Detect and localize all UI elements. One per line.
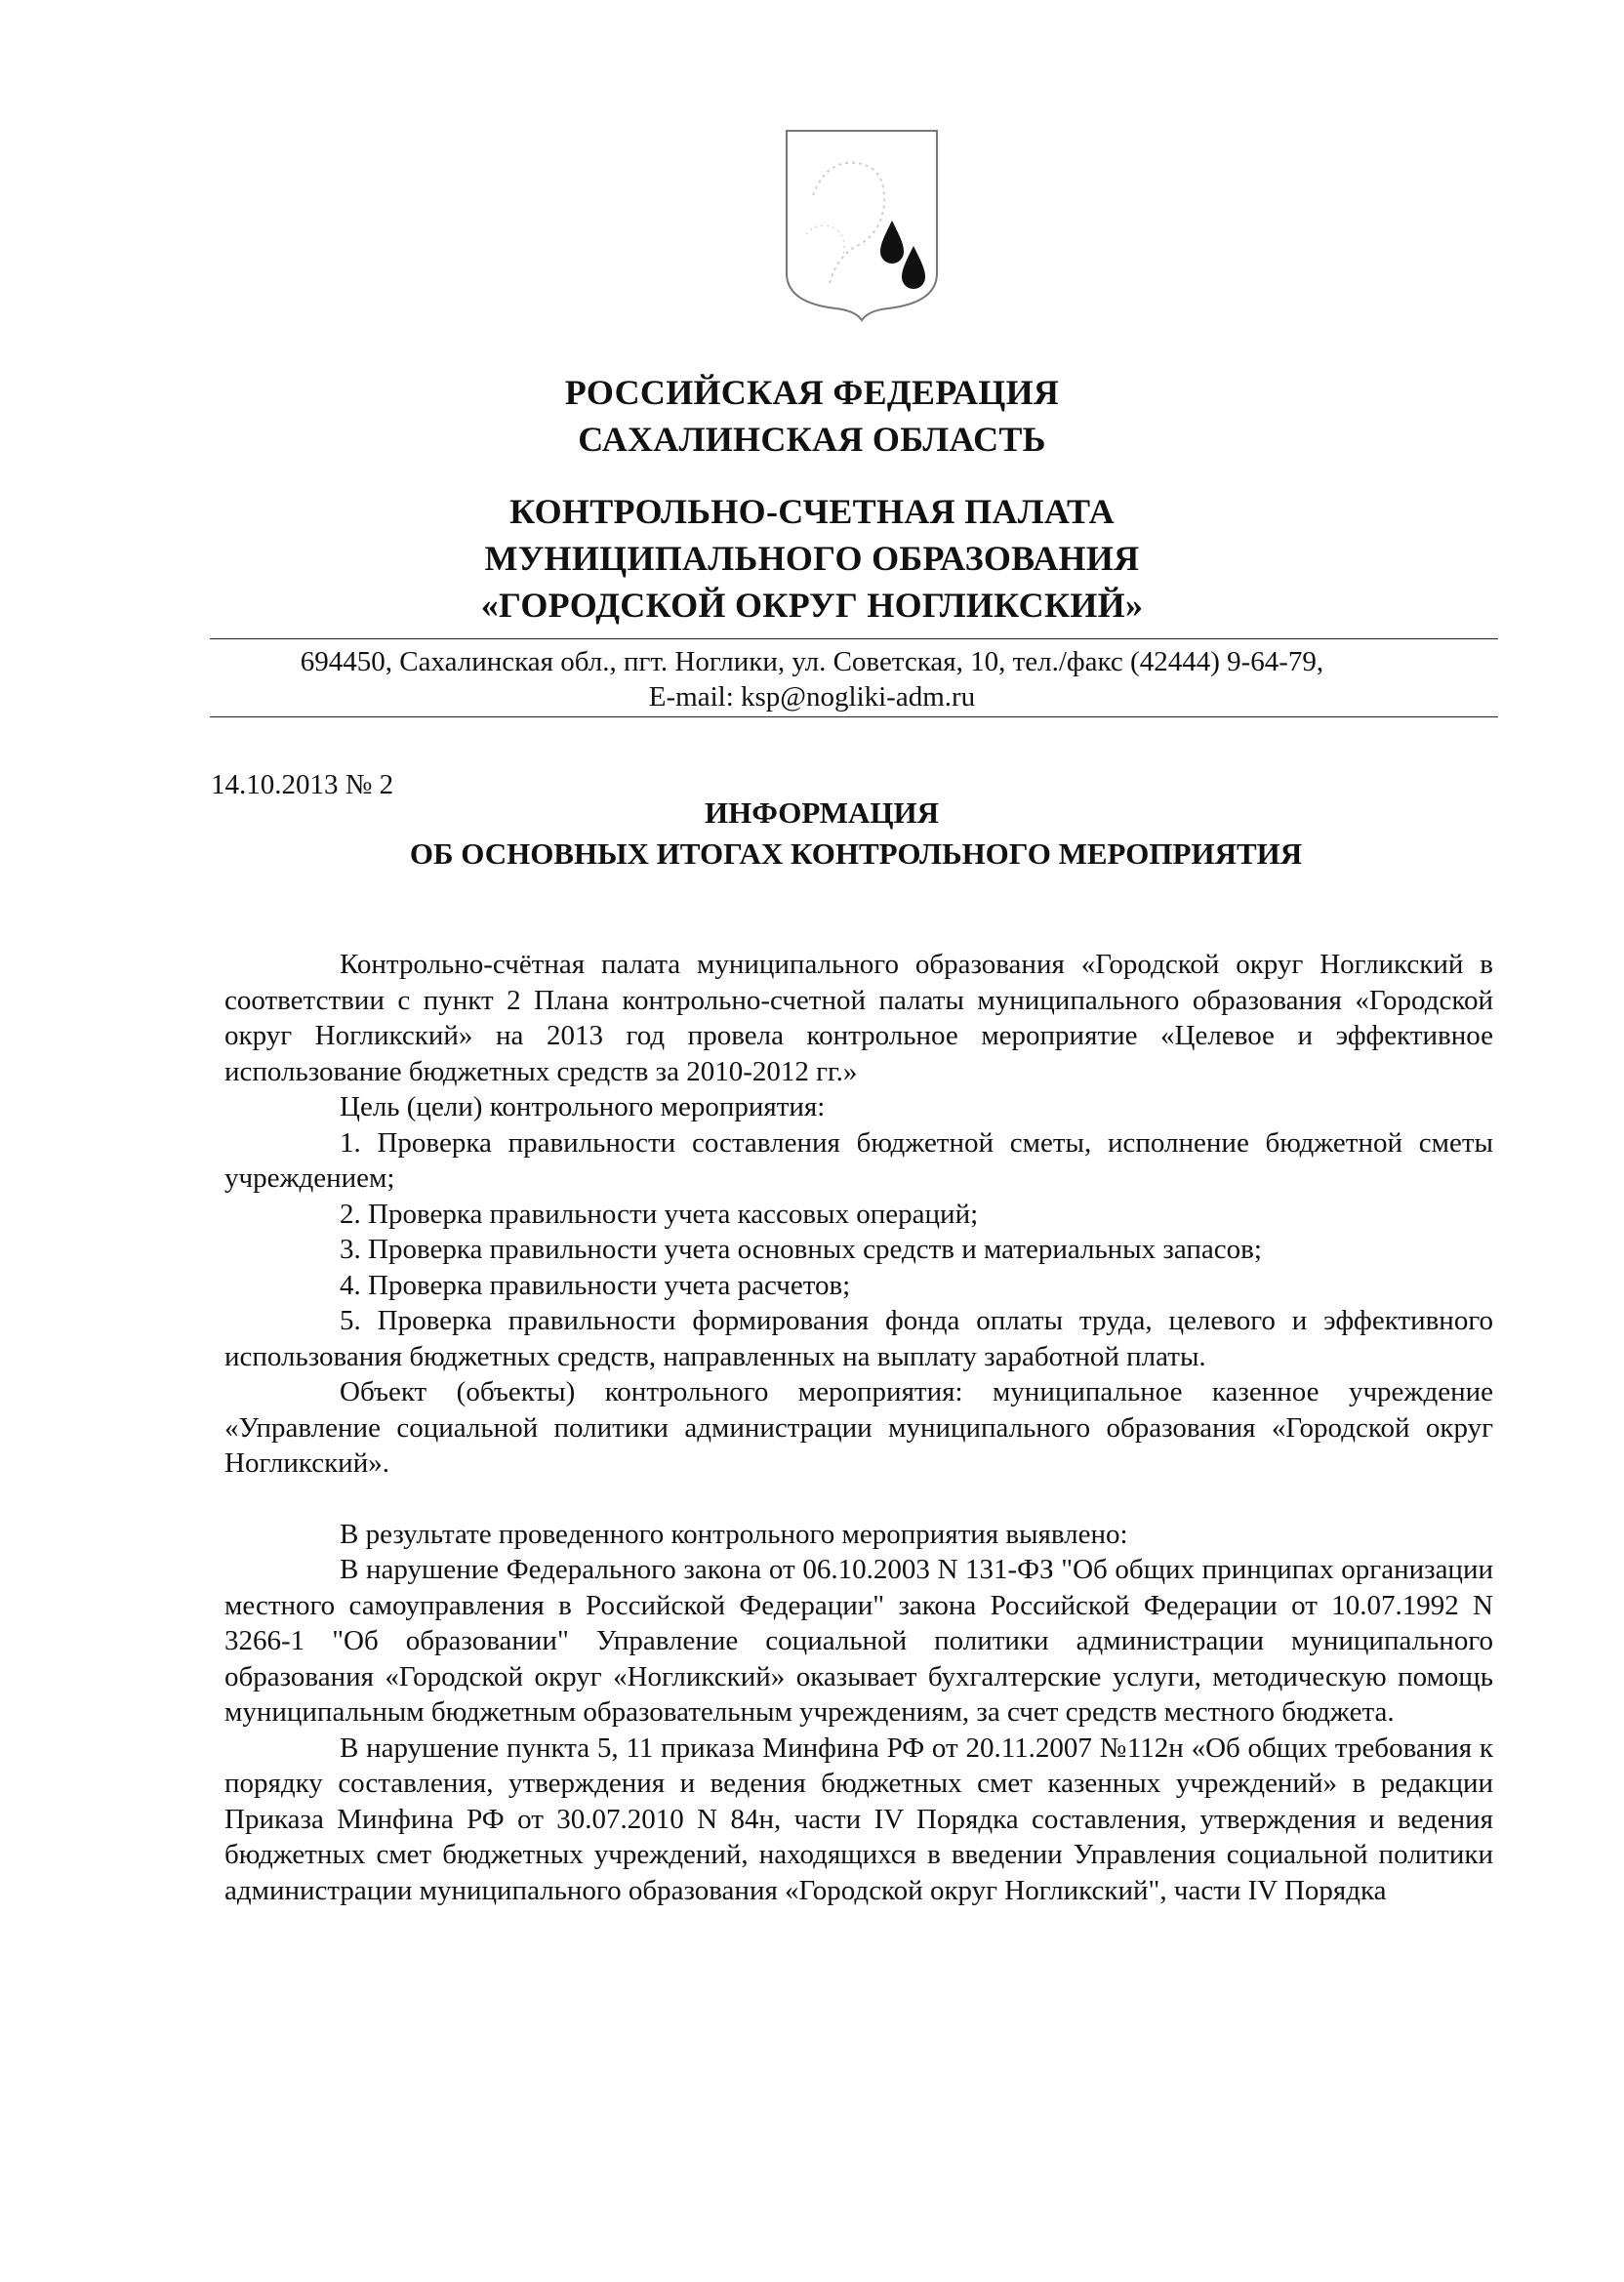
intro-paragraph: Контрольно-счётная палата муниципального образования «Городской округ Ногликский в соответствии с пункт 2 Плана контрольно-счетной палаты муниципального образования «Городской округ Ногликский» на 2013 год провела контрольное мероприятие «Целевое и эффективное использование бюджетных средств за 2010-2012 гг.»: [224, 949, 1493, 1087]
header-region: САХАЛИНСКАЯ ОБЛАСТЬ: [578, 420, 1046, 459]
document-body: [224, 947, 1493, 1908]
goal-item: 3. Проверка правильности учета основных средств и материальных запасов;: [340, 1234, 1262, 1265]
header-country-region: [0, 369, 1624, 463]
object-paragraph: Объект (объекты) контрольного мероприятия: муниципальное казенное учреждение «Управление социальной политики администрации муниципального образования «Городской округ Ногликский».: [224, 1376, 1493, 1479]
paragraph-gap: [224, 1482, 1493, 1517]
header-organization: [0, 488, 1624, 629]
header-country: РОССИЙСКАЯ ФЕДЕРАЦИЯ: [564, 373, 1060, 412]
goal-item: 5. Проверка правильности формирования фонда оплаты труда, целевого и эффективного использования бюджетных средств, направленных на выплату заработной платы.: [224, 1305, 1493, 1372]
goal-item: 2. Проверка правильности учета кассовых операций;: [340, 1198, 979, 1230]
document-number: 14.10.2013 № 2: [211, 769, 394, 800]
address-line: 694450, Сахалинская обл., пгт. Ноглики, ул. Советская, 10, тел./факс (42444) 9-64-79,: [300, 646, 1324, 677]
org-line-1: КОНТРОЛЬНО-СЧЕТНАЯ ПАЛАТА: [509, 492, 1115, 531]
goal-item: 4. Проверка правильности учета расчетов;: [340, 1269, 851, 1301]
title-line-1: ИНФОРМАЦИЯ: [705, 795, 939, 830]
result-paragraph: В результате проведенного контрольного мероприятия выявлено:: [340, 1518, 1128, 1550]
violation-paragraph-1: В нарушение Федерального закона от 06.10.2003 N 131-ФЗ "Об общих принципах организации местного самоуправления в Российской Федерации" закона Российской Федерации от 10.07.1992 N 3266-1 "Об образовании" Управление социальной политики администрации муниципального образования «Городской округ «Ногликский» оказывает бухгалтерские услуги, методическую помощь муниципальным бюджетным образовательным учреждениям, за счет средств местного бюджета.: [224, 1554, 1493, 1728]
goal-item: 1. Проверка правильности составления бюджетной сметы, исполнение бюджетной сметы учреждением;: [224, 1126, 1493, 1194]
contact-block: [0, 644, 1624, 714]
org-line-3: «ГОРОДСКОЙ ОКРУГ НОГЛИКСКИЙ»: [480, 586, 1144, 625]
goals-title: Цель (цели) контрольного мероприятия:: [340, 1091, 826, 1122]
bottom-divider: [210, 716, 1498, 717]
document-title: [0, 793, 1624, 875]
coat-of-arms-icon: [779, 127, 945, 322]
violation-paragraph-2: В нарушение пункта 5, 11 приказа Минфина РФ от 20.11.2007 №112н «Об общих требования к порядку составления, утверждения и ведения бюджетных смет казенных учреждений» в редакции Приказа Минфина РФ от 30.07.2010 N 84н, части IV Порядка составления, утверждения и ведения бюджетных смет бюджетных учреждений, находящихся в введении Управления социальной политики администрации муниципального образования «Городской округ Ногликский", части IV Порядка: [224, 1732, 1493, 1906]
email-line: E-mail: ksp@nogliki-adm.ru: [648, 681, 976, 713]
top-divider: [210, 638, 1498, 639]
title-line-2: ОБ ОСНОВНЫХ ИТОГАХ КОНТРОЛЬНОГО МЕРОПРИЯТИЯ: [409, 836, 1303, 871]
org-line-2: МУНИЦИПАЛЬНОГО ОБРАЗОВАНИЯ: [484, 539, 1140, 578]
